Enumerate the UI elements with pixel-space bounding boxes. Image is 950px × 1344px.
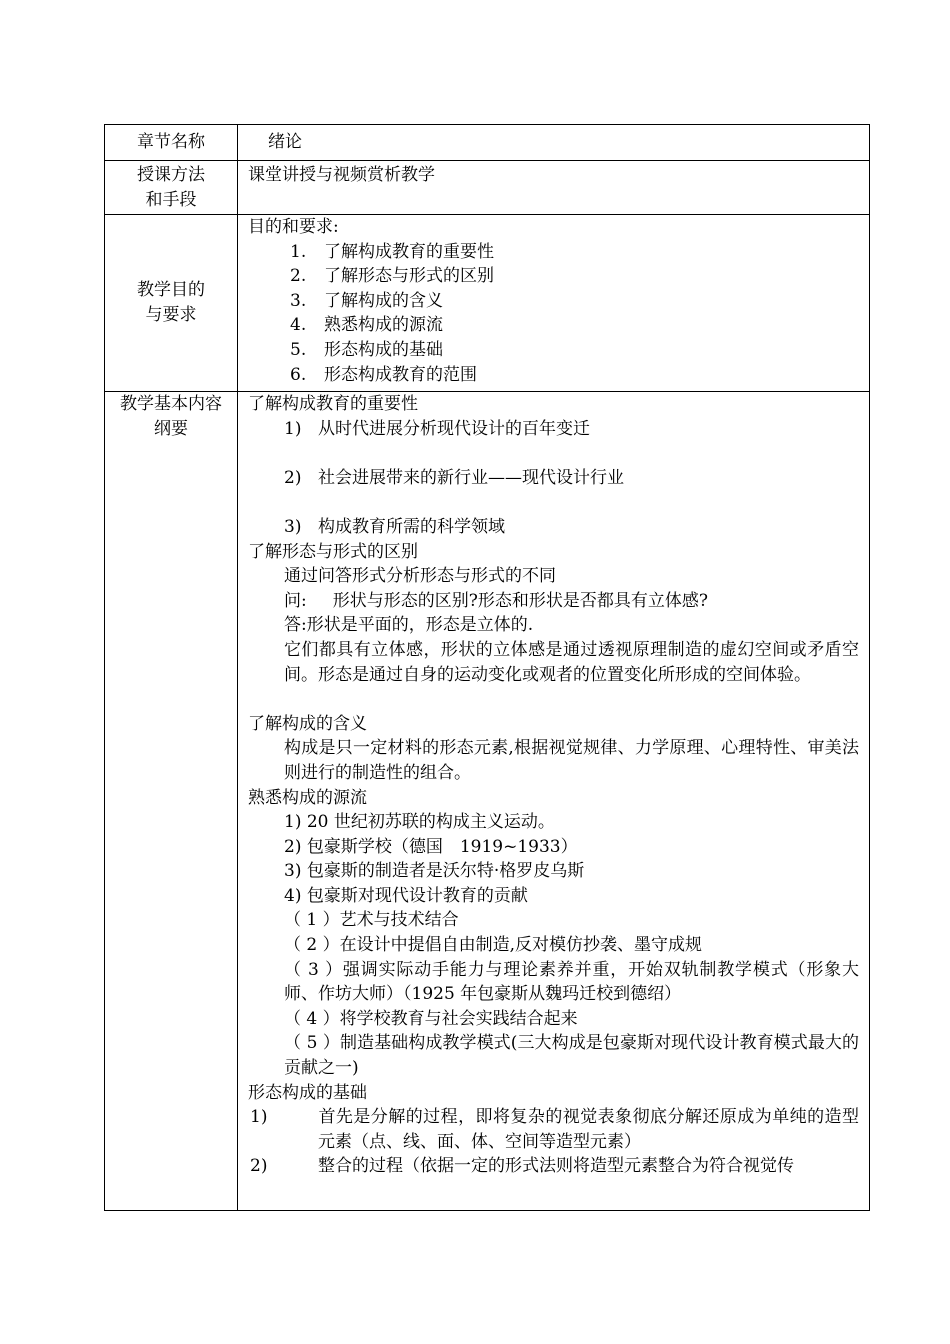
- item-number: 2): [284, 467, 302, 488]
- list-item: [284, 264, 859, 289]
- outline-label-line1: 教学基本内容: [120, 394, 222, 414]
- label-cell: [105, 161, 238, 215]
- method-label-line2: 和手段: [145, 190, 197, 210]
- item-number: 3.: [290, 290, 307, 311]
- list-item: 1) 20 世纪初苏联的构成主义运动。: [284, 812, 555, 833]
- label-cell: [105, 392, 238, 1211]
- section-heading: 了解形态与形式的区别: [248, 541, 418, 562]
- list-item: [284, 289, 859, 314]
- chapter-name-label: 章节名称: [137, 132, 205, 152]
- item-text: 首先是分解的过程，即将复杂的视觉表象彻底分解还原成为单纯的造型元素（点、线、面、体、空间等造型元素）: [318, 1107, 859, 1152]
- item-number: 1): [250, 1107, 268, 1128]
- section-heading: 熟悉构成的源流: [248, 787, 367, 808]
- outline-content: [238, 392, 869, 1179]
- method-text: 课堂讲授与视频赏析教学: [248, 165, 435, 185]
- list-item: [284, 313, 859, 338]
- item-number: 1): [284, 418, 302, 439]
- sub-item: （ 2 ）在设计中提倡自由制造,反对模仿抄袭、墨守成规: [284, 935, 703, 956]
- item-text: 熟悉构成的源流: [324, 315, 443, 336]
- value-cell: [238, 161, 870, 215]
- question-text: 形状与形态的区别?形态和形状是否都具有立体感?: [332, 590, 708, 611]
- goals-label-line2: 与要求: [145, 305, 197, 325]
- item-text: 形态构成的基础: [324, 339, 443, 360]
- sub-item: （ 5 ）制造基础构成教学模式(三大构成是包豪斯对现代设计教育模式最大的贡献之一): [284, 1033, 859, 1079]
- value-cell: [238, 125, 870, 161]
- goals-list: [248, 240, 859, 388]
- paragraph: 通过问答形式分析形态与形式的不同: [284, 566, 556, 587]
- list-item: [284, 338, 859, 363]
- list-item: 4) 包豪斯对现代设计教育的贡献: [284, 885, 528, 906]
- item-number: 3): [284, 516, 302, 537]
- row-goals: [105, 215, 870, 392]
- question: [248, 589, 859, 614]
- label-cell: [105, 125, 238, 161]
- list-item: [248, 417, 859, 442]
- answer: 答:形状是平面的，形态是立体的.: [284, 615, 534, 636]
- item-text: 了解形态与形式的区别: [324, 266, 494, 287]
- list-item: 3) 包豪斯的制造者是沃尔特·格罗皮乌斯: [284, 861, 585, 882]
- goals-label-line1: 教学目的: [137, 280, 205, 300]
- sub-item: （ 1 ）艺术与技术结合: [284, 910, 459, 931]
- item-text: 从时代进展分析现代设计的百年变迁: [318, 418, 590, 439]
- list-item: [248, 1154, 859, 1179]
- item-number: 2.: [290, 266, 307, 287]
- section-heading: 了解构成教育的重要性: [248, 394, 418, 414]
- list-item: [248, 1105, 859, 1154]
- item-number: 4.: [290, 315, 307, 336]
- sub-item: （ 4 ）将学校教育与社会实践结合起来: [284, 1008, 578, 1029]
- value-cell: [238, 215, 870, 392]
- item-text: 形态构成教育的范围: [324, 364, 477, 385]
- goals-label: [105, 215, 237, 328]
- goals-content: [238, 215, 869, 387]
- paragraph: 构成是只一定材料的形态元素,根据视觉规律、力学原理、心理特性、审美法则进行的制造性的组合。: [284, 738, 859, 783]
- item-text: 整合的过程（依据一定的形式法则将造型元素整合为符合视觉传: [318, 1156, 794, 1177]
- paragraph: 它们都具有立体感，形状的立体感是通过透视原理制造的虚幻空间或矛盾空间。形态是通过自身的运动变化或观者的位置变化所形成的空间体验。: [284, 639, 859, 685]
- outline-label-line2: 纲要: [154, 419, 188, 439]
- item-number: 5.: [290, 339, 307, 360]
- goals-heading: 目的和要求:: [248, 217, 339, 237]
- item-text: 了解构成教育的重要性: [324, 241, 494, 262]
- item-number: 6.: [290, 364, 307, 385]
- section-heading: 了解构成的含义: [248, 713, 367, 734]
- label-cell: [105, 215, 238, 392]
- list-item: [284, 240, 859, 265]
- row-chapter: [105, 125, 870, 161]
- list-item: [284, 363, 859, 388]
- chapter-title: 绪论: [268, 132, 302, 152]
- row-method: [105, 161, 870, 215]
- sub-item: （ 3 ）强调实际动手能力与理论素养并重，开始双轨制教学模式（形象大师、作坊大师）（1925 年包豪斯从魏玛迁校到德绍）: [284, 959, 859, 1005]
- method-label-line1: 授课方法: [137, 165, 205, 185]
- blank-line: [248, 490, 859, 515]
- method-label: [105, 161, 237, 213]
- list-item: [248, 466, 859, 491]
- blank-line: [248, 687, 859, 712]
- item-number: 2): [250, 1156, 268, 1177]
- outline-label: [105, 392, 237, 442]
- item-text: 构成教育所需的科学领域: [318, 516, 505, 537]
- syllabus-table: [104, 124, 870, 1211]
- question-label: 问:: [284, 590, 307, 611]
- list-item: [248, 515, 859, 540]
- value-cell: [238, 392, 870, 1211]
- item-text: 社会进展带来的新行业——现代设计行业: [318, 467, 624, 488]
- item-number: 1.: [290, 241, 307, 262]
- item-text: 了解构成的含义: [324, 290, 443, 311]
- section-heading: 形态构成的基础: [248, 1082, 367, 1103]
- row-outline: [105, 392, 870, 1211]
- blank-line: [248, 441, 859, 466]
- list-item: 2) 包豪斯学校（德国 1919~1933）: [284, 836, 578, 857]
